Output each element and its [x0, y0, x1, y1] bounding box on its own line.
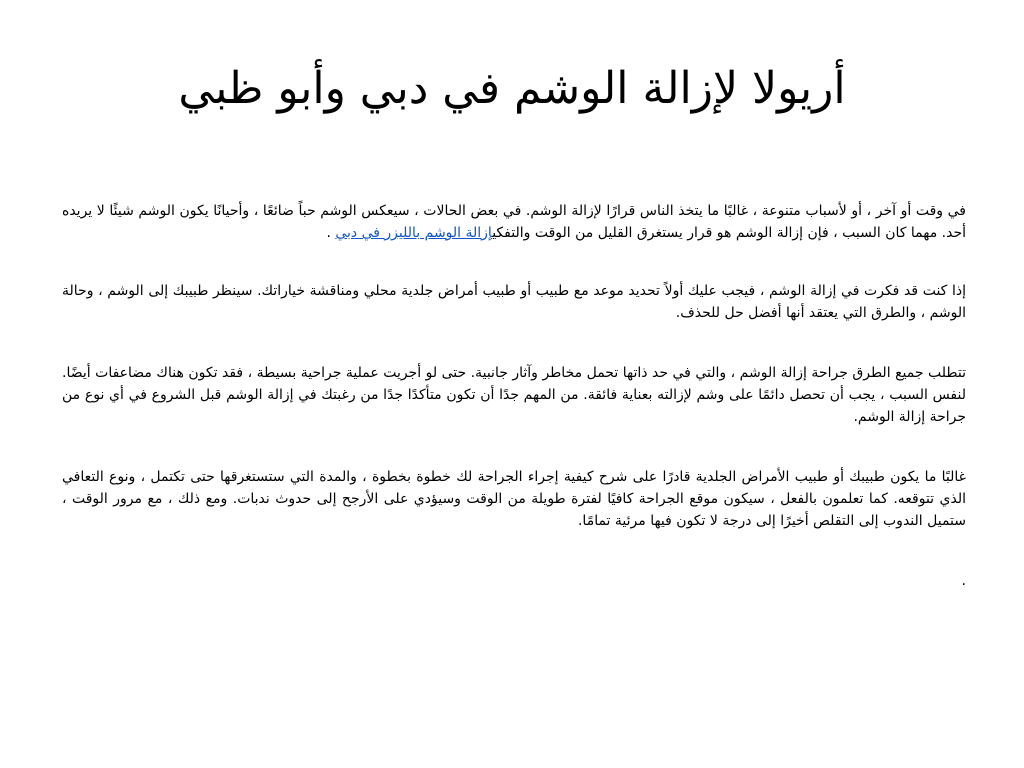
paragraph-recovery: غالبًا ما يكون طبيبك أو طبيب الأمراض الجلدية قادرًا على شرح كيفية إجراء الجراحة لك خطوة بخطوة ، والمدة التي ستستغرقها حتى تكتمل ، ونوع التعافي الذي تتوقعه. كما تعلمون بالفعل ، سيكون موقع الجراحة كافيًا لفترة طويلة من الوقت وسيؤدي على الأرجح إلى حدوث ندبات. ومع ذلك ، مع مرور الوقت ، ستميل الندوب إلى التقلص أخيرًا إلى درجة لا تكون فيها مرئية تمامًا. — [62, 469, 966, 529]
paragraph-intro-text: في وقت أو آخر ، أو لأسباب متنوعة ، غالبًا ما يتخذ الناس قرارًا لإزالة الوشم. في بعض الحالات ، سيعكس الوشم حباً ضائعًا ، وأحيانًا يكون الوشم شيئًا لا يريده أحد. مهما كان السبب ، فإن إزالة الوشم هو قرار يستغرق القليل من الوقت والتفكي — [62, 203, 966, 241]
laser-removal-link[interactable]: إزالة الوشم بالليزر في دبي — [335, 225, 493, 241]
page-title: أريولا لإزالة الوشم في دبي وأبو ظبي — [178, 63, 846, 114]
paragraph-surgery-risks: تتطلب جميع الطرق جراحة إزالة الوشم ، والتي في حد ذاتها تحمل مخاطر وآثار جانبية. حتى لو أجريت عملية جراحية بسيطة ، فقد تكون هناك مضاعفات أيضًا. لنفس السبب ، يجب أن تحصل دائمًا على وشم لإزالته بعناية فائقة. من المهم جدًا أن تكون متأكدًا جدًا من رغبتك في إزالة الوشم قبل الشروع في أي نوع من جراحة إزالة الوشم. — [62, 365, 966, 425]
trailing-dot: . — [961, 573, 966, 589]
paragraph-intro-end: . — [326, 225, 336, 241]
article-body — [62, 200, 966, 592]
paragraph-intro — [62, 200, 966, 244]
paragraph-consultation: إذا كنت قد فكرت في إزالة الوشم ، فيجب عليك أولاً تحديد موعد مع طبيب أو طبيب أمراض جلدية محلي ومناقشة خياراتك. سينظر طبيبك إلى الوشم ، وحالة الوشم ، والطرق التي يعتقد أنها أفضل حل للحذف. — [62, 283, 966, 321]
